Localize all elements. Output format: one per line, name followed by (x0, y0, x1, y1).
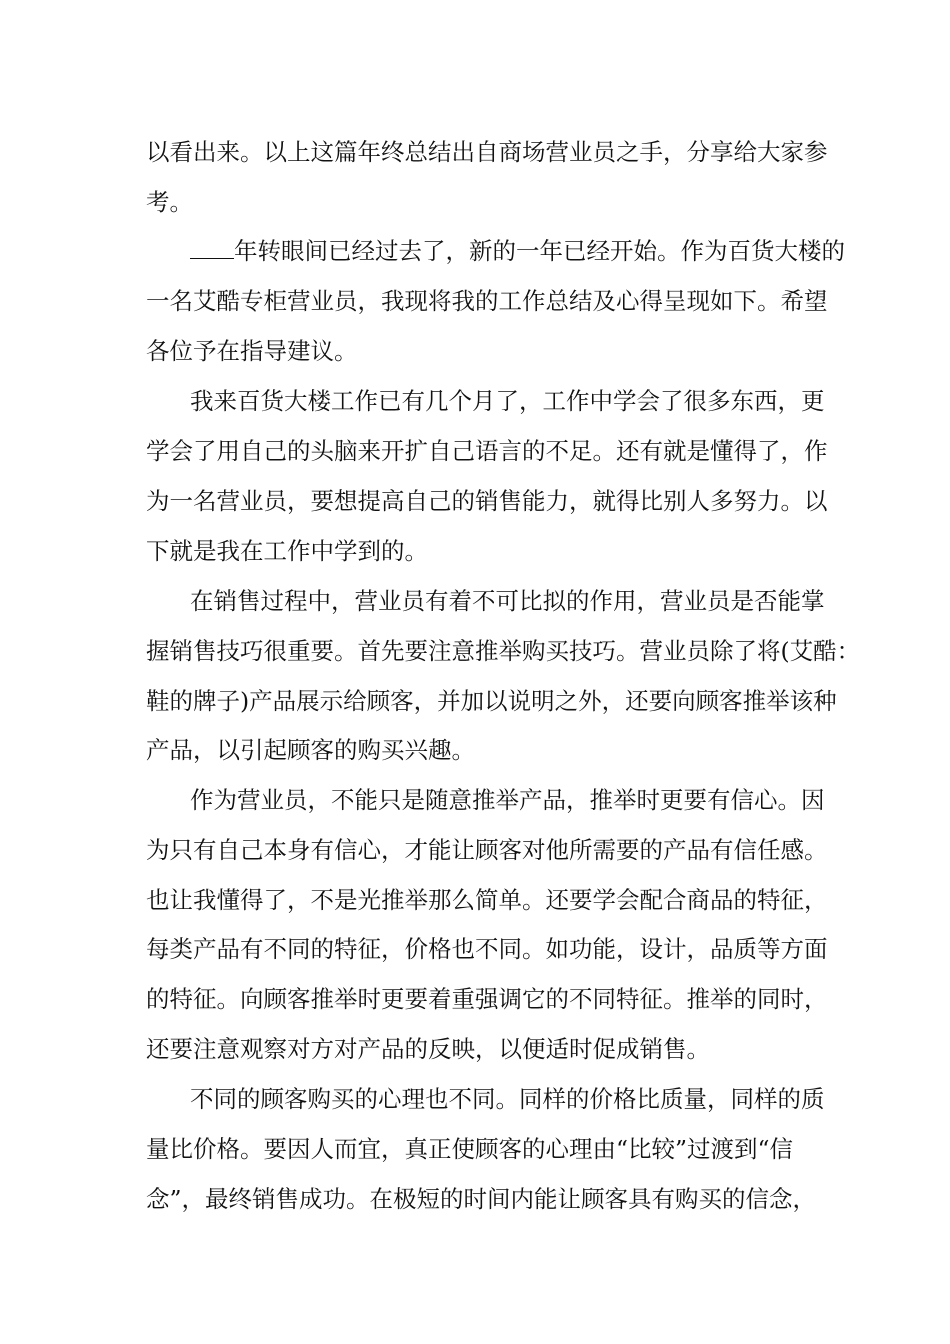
text-line: 学会了用自己的头脑来开扩自己语言的不足。还有就是懂得了，作 (146, 437, 828, 465)
text-line: 不同的顾客购买的心理也不同。同样的价格比质量，同样的质 (190, 1085, 825, 1113)
text-line: 各位予在指导建议。 (146, 337, 358, 365)
blank-underline (190, 236, 234, 259)
text-line: 作为营业员，不能只是随意推举产品，推举时更要有信心。因 (190, 786, 825, 814)
text-line: 每类产品有不同的特征，价格也不同。如功能，设计，品质等方面 (146, 935, 828, 963)
text-line: 为一名营业员，要想提高自己的销售能力，就得比别人多努力。以 (146, 487, 828, 515)
text-line: 的特征。向顾客推举时更要着重强调它的不同特征。推举的同时， (146, 985, 828, 1013)
text-line: 一名艾酷专柜营业员，我现将我的工作总结及心得呈现如下。希望 (146, 287, 828, 315)
text-line: 还要注意观察对方对产品的反映，以便适时促成销售。 (146, 1035, 710, 1063)
text-line: 握销售技巧很重要。首先要注意推举购买技巧。营业员除了将(艾酷： (146, 637, 861, 665)
text-line: 考。 (146, 188, 193, 216)
paragraph-line-with-blank (190, 236, 845, 266)
text-line: 也让我懂得了，不是光推举那么简单。还要学会配合商品的特征， (146, 886, 828, 914)
text-line: 以看出来。以上这篇年终总结出自商场营业员之手，分享给大家参 (146, 138, 828, 166)
text-line: 我来百货大楼工作已有几个月了，工作中学会了很多东西，更 (190, 387, 825, 415)
text-line: 产品，以引起顾客的购买兴趣。 (146, 736, 475, 764)
text-line: 量比价格。要因人而宜，真正使顾客的心理由“比较”过渡到“信 (146, 1135, 794, 1163)
text-line: 念”，最终销售成功。在极短的时间内能让顾客具有购买的信念， (146, 1185, 817, 1213)
text-line: 为只有自己本身有信心，才能让顾客对他所需要的产品有信任感。 (146, 836, 828, 864)
text-line: 年转眼间已经过去了，新的一年已经开始。作为百货大楼的 (234, 237, 845, 265)
text-line: 下就是我在工作中学到的。 (146, 537, 428, 565)
text-line: 在销售过程中，营业员有着不可比拟的作用，营业员是否能掌 (190, 587, 825, 615)
text-line: 鞋的牌子)产品展示给顾客，并加以说明之外，还要向顾客推举该种 (146, 687, 837, 715)
